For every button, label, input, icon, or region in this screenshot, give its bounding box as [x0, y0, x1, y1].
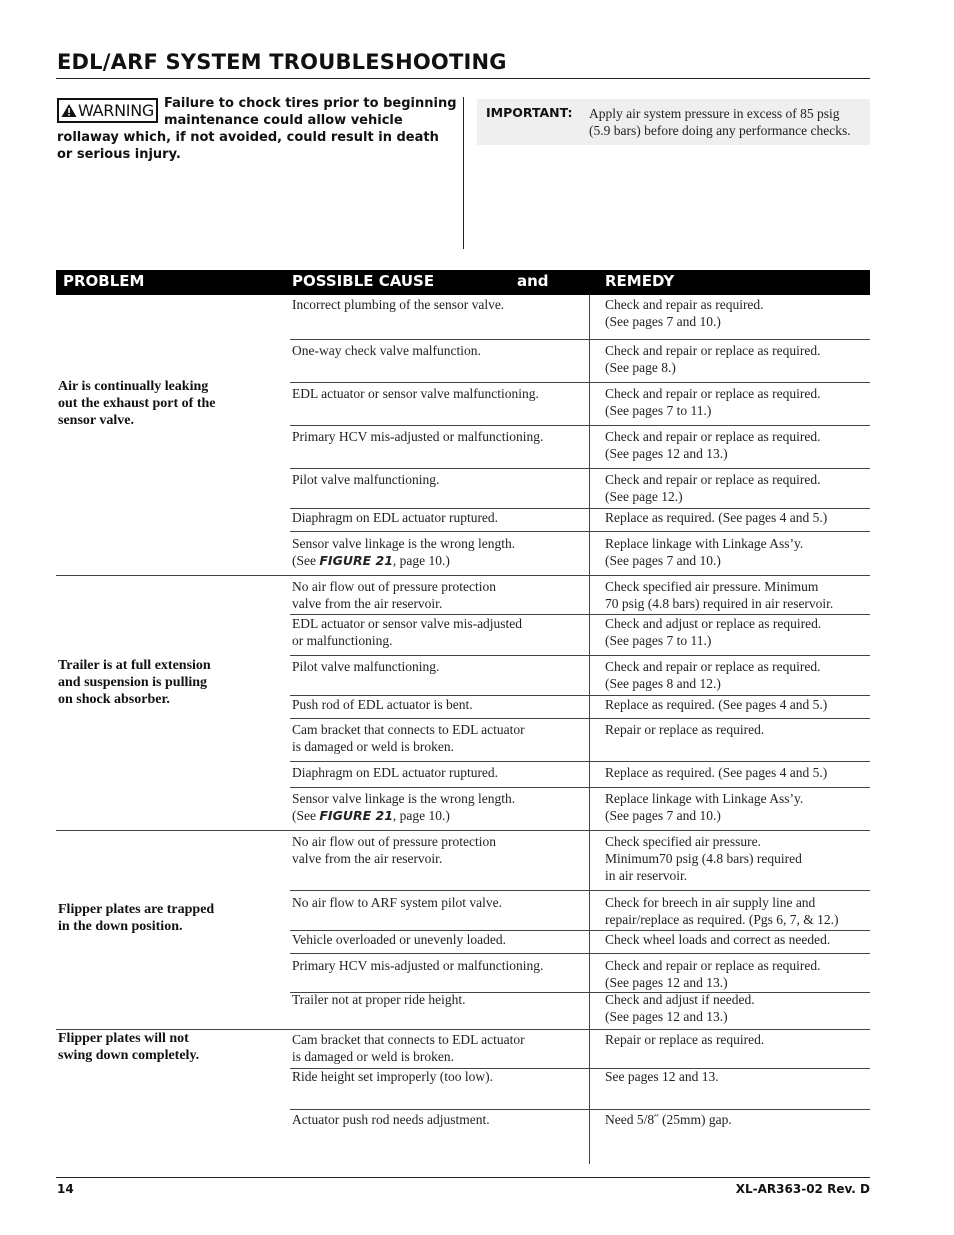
text-line: Check and adjust if needed. — [605, 992, 755, 1007]
text-line: Check wheel loads and correct as needed. — [605, 932, 831, 947]
text-line: One-way check valve malfunction. — [292, 343, 481, 358]
cause-cell — [292, 535, 515, 569]
figure-reference: FIGURE 21 — [319, 553, 393, 568]
text-line: or malfunctioning. — [292, 633, 393, 648]
remedy-cell — [605, 764, 827, 781]
text-line: Repair or replace as required. — [605, 1032, 765, 1047]
text-line: Flipper plates are trapped — [58, 902, 215, 917]
remedy-cell — [605, 578, 833, 612]
row-divider — [290, 655, 870, 656]
text-line — [292, 552, 515, 569]
text-line: Vehicle overloaded or unevenly loaded. — [292, 932, 507, 947]
problem-label — [58, 901, 214, 935]
cause-cell — [292, 1031, 525, 1065]
text-line: Incorrect plumbing of the sensor valve. — [292, 297, 505, 312]
text-line: Check specified air pressure. Minimum — [605, 579, 819, 594]
header-possible-cause: POSSIBLE CAUSE — [292, 272, 435, 290]
text-line: Need 5/8˝ (25mm) gap. — [605, 1112, 732, 1127]
text-line: (See pages 7 and 10.) — [605, 808, 721, 823]
text-line: (See pages 12 and 13.) — [605, 446, 728, 461]
warning-triangle-icon — [61, 103, 77, 118]
text-line: (See pages 7 and 10.) — [605, 553, 721, 568]
remedy-cell — [605, 509, 827, 526]
warning-block — [57, 95, 457, 163]
remedy-cell — [605, 385, 821, 419]
figure-reference: FIGURE 21 — [319, 808, 393, 823]
text-line: EDL actuator or sensor valve mis-adjusted — [292, 616, 523, 631]
text-line: (See pages 12 and 13.) — [605, 975, 728, 990]
text-line: (See pages 8 and 12.) — [605, 676, 721, 691]
cause-cell — [292, 790, 515, 824]
text-line: Check and repair or replace as required. — [605, 659, 821, 674]
cause-cell — [292, 658, 439, 675]
text-line: Check for breech in air supply line and — [605, 895, 816, 910]
text-line: 70 psig (4.8 bars) required in air reservoir. — [605, 596, 834, 611]
row-divider — [290, 787, 870, 788]
header-remedy: REMEDY — [605, 272, 675, 290]
text-line: Diaphragm on EDL actuator ruptured. — [292, 510, 499, 525]
cause-cell — [292, 296, 504, 313]
remedy-cell — [605, 1068, 719, 1085]
text-line: Replace linkage with Linkage Ass’y. — [605, 791, 804, 806]
row-divider — [290, 890, 870, 891]
text-line: and suspension is pulling — [58, 675, 208, 690]
page-title: EDL/ARF SYSTEM TROUBLESHOOTING — [57, 50, 507, 74]
text-line: Flipper plates will not — [58, 1031, 189, 1046]
text-line: Replace linkage with Linkage Ass’y. — [605, 536, 804, 551]
warning-badge — [57, 98, 158, 123]
group-divider — [56, 575, 870, 576]
text-line: Pilot valve malfunctioning. — [292, 472, 440, 487]
important-label: IMPORTANT: — [486, 105, 573, 120]
cause-cell — [292, 615, 522, 649]
text-line — [292, 807, 515, 824]
cause-cell — [292, 833, 496, 867]
text-line: is damaged or weld is broken. — [292, 1049, 454, 1064]
page-number: 14 — [57, 1182, 74, 1196]
text-line: Cam bracket that connects to EDL actuator — [292, 722, 525, 737]
text-line: Cam bracket that connects to EDL actuator — [292, 1032, 525, 1047]
remedy-cell — [605, 957, 821, 991]
text-line: No air flow out of pressure protection — [292, 834, 496, 849]
text-line: repair/replace as required. (Pgs 6, 7, & 12.) — [605, 912, 839, 927]
warning-badge-label: WARNING — [78, 101, 154, 120]
cause-cell — [292, 471, 439, 488]
footer-rule — [56, 1177, 870, 1178]
text-line: No air flow out of pressure protection — [292, 579, 496, 594]
row-divider — [290, 761, 870, 762]
cause-cell — [292, 931, 506, 948]
remedy-cell — [605, 342, 821, 376]
row-divider — [290, 339, 870, 340]
cause-cell — [292, 509, 498, 526]
text-line: See pages 12 and 13. — [605, 1069, 719, 1084]
row-divider — [290, 468, 870, 469]
text-line: Diaphragm on EDL actuator ruptured. — [292, 765, 499, 780]
problem-label — [58, 657, 211, 708]
text-line: Check and repair or replace as required. — [605, 429, 821, 444]
text-line: valve from the air reservoir. — [292, 596, 443, 611]
text-line: EDL actuator or sensor valve malfunctioning. — [292, 386, 539, 401]
text-line: (See page 8.) — [605, 360, 676, 375]
important-text: Apply air system pressure in excess of 85 psig (5.9 bars) before doing any performance checks. — [589, 106, 851, 138]
cause-cell — [292, 385, 539, 402]
text-line: is damaged or weld is broken. — [292, 739, 454, 754]
remedy-cell — [605, 696, 827, 713]
cause-cell — [292, 1068, 493, 1085]
problem-label — [58, 378, 216, 429]
text-line: No air flow to ARF system pilot valve. — [292, 895, 502, 910]
cause-cell — [292, 991, 465, 1008]
remedy-cell — [605, 894, 839, 928]
text-line: Trailer is at full extension — [58, 658, 211, 673]
text-line: Minimum70 psig (4.8 bars) required — [605, 851, 802, 866]
text-line: Actuator push rod needs adjustment. — [292, 1112, 490, 1127]
row-divider — [290, 718, 870, 719]
cause-cell — [292, 957, 543, 974]
text-line: out the exhaust port of the — [58, 396, 216, 411]
cause-cell — [292, 428, 543, 445]
remedy-cell — [605, 991, 755, 1025]
cause-cell — [292, 764, 498, 781]
text-span: , page 10.) — [392, 808, 450, 823]
text-line: (See pages 7 to 11.) — [605, 403, 712, 418]
header-problem: PROBLEM — [63, 272, 145, 290]
row-divider — [290, 1109, 870, 1110]
important-note — [477, 99, 870, 145]
text-line: Air is continually leaking — [58, 379, 209, 394]
remedy-cell — [605, 296, 764, 330]
row-divider — [290, 531, 870, 532]
row-divider — [290, 382, 870, 383]
row-divider — [290, 425, 870, 426]
text-line: in the down position. — [58, 919, 183, 934]
text-line: Replace as required. (See pages 4 and 5.) — [605, 697, 828, 712]
cause-cell — [292, 342, 481, 359]
remedy-cell — [605, 721, 764, 738]
remedy-cell — [605, 535, 803, 569]
warning-divider — [463, 97, 464, 249]
table-header — [56, 270, 870, 295]
text-line: (See pages 7 and 10.) — [605, 314, 721, 329]
text-span: (See — [292, 808, 320, 823]
text-line: Check and repair as required. — [605, 297, 764, 312]
remedy-cell — [605, 471, 821, 505]
row-divider — [290, 953, 870, 954]
cause-cell — [292, 578, 496, 612]
text-line: in air reservoir. — [605, 868, 688, 883]
text-line: Push rod of EDL actuator is bent. — [292, 697, 473, 712]
text-line: on shock absorber. — [58, 692, 170, 707]
text-line: Replace as required. (See pages 4 and 5.) — [605, 510, 828, 525]
text-line: Sensor valve linkage is the wrong length. — [292, 791, 516, 806]
text-line: (See page 12.) — [605, 489, 683, 504]
problem-label — [58, 1030, 199, 1064]
header-and: and — [517, 272, 549, 290]
remedy-cell — [605, 428, 821, 462]
remedy-cell — [605, 1111, 732, 1128]
text-line: Check and adjust or replace as required. — [605, 616, 822, 631]
cause-cell — [292, 894, 502, 911]
text-line: Check specified air pressure. — [605, 834, 761, 849]
text-line: Check and repair or replace as required. — [605, 386, 821, 401]
text-line: Check and repair or replace as required. — [605, 472, 821, 487]
text-line: sensor valve. — [58, 413, 134, 428]
remedy-cell — [605, 658, 821, 692]
remedy-cell — [605, 615, 821, 649]
text-line: Check and repair or replace as required. — [605, 343, 821, 358]
warning-text: Failure to chock tires prior to beginning maintenance could allow vehicle rollaway which, if not avoided, could result in death or serious injury. — [57, 96, 457, 162]
text-span: , page 10.) — [392, 553, 450, 568]
text-line: valve from the air reservoir. — [292, 851, 443, 866]
text-line: Primary HCV mis-adjusted or malfunctioning. — [292, 958, 544, 973]
text-line: Pilot valve malfunctioning. — [292, 659, 440, 674]
text-span: (See — [292, 553, 320, 568]
text-line: Repair or replace as required. — [605, 722, 765, 737]
title-rule — [56, 78, 870, 79]
remedy-cell — [605, 790, 803, 824]
cause-cell — [292, 721, 525, 755]
document-id: XL-AR363-02 Rev. D — [735, 1182, 870, 1196]
group-divider — [56, 830, 870, 831]
text-line: Primary HCV mis-adjusted or malfunctioning. — [292, 429, 544, 444]
text-line: Check and repair or replace as required. — [605, 958, 821, 973]
remedy-cell — [605, 1031, 764, 1048]
text-line: Trailer not at proper ride height. — [292, 992, 466, 1007]
remedy-cell — [605, 931, 830, 948]
remedy-cell — [605, 833, 802, 884]
text-line: Ride height set improperly (too low). — [292, 1069, 493, 1084]
cause-cell — [292, 1111, 490, 1128]
text-line: Sensor valve linkage is the wrong length. — [292, 536, 516, 551]
text-line: (See pages 12 and 13.) — [605, 1009, 728, 1024]
text-line: (See pages 7 to 11.) — [605, 633, 712, 648]
text-line: Replace as required. (See pages 4 and 5.) — [605, 765, 828, 780]
text-line: swing down completely. — [58, 1048, 200, 1063]
cause-cell — [292, 696, 473, 713]
